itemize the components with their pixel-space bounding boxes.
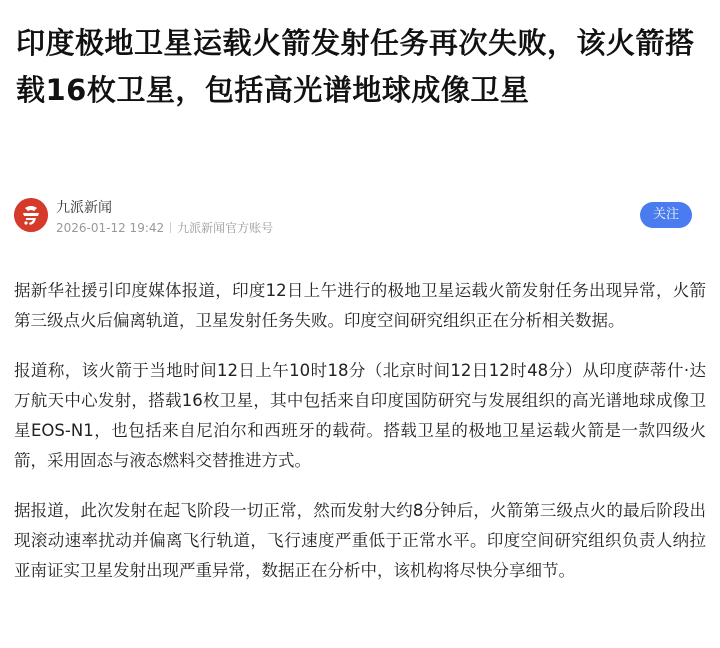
jiupai-logo-icon (14, 198, 48, 232)
article-title: 印度极地卫星运载火箭发射任务再次失败，该火箭搭载16枚卫星，包括高光谱地球成像卫星 (16, 26, 695, 107)
author-name[interactable]: 九派新闻 (56, 200, 112, 216)
article-paragraph: 报道称，该火箭于当地时间12日上午10时18分（北京时间12日12时48分）从印度萨蒂什·达万航天中心发射，搭载16枚卫星，其中包括来自印度国防研究与发展组织的高光谱地球成像卫星EOS-N1，也包括来自尼泊尔和西班牙的载荷。搭载卫星的极地卫星运载火箭是一款四级火箭，采用固态与液态燃料交替推进方式。 (14, 361, 706, 470)
account-type: 九派新闻官方账号 (177, 221, 274, 235)
author-avatar[interactable] (14, 198, 48, 232)
article-body (14, 276, 706, 606)
publish-time: 2026-01-12 19:42 (56, 221, 165, 235)
author-bar (14, 196, 706, 240)
meta-divider (170, 222, 171, 233)
article-paragraph: 据新华社援引印度媒体报道，印度12日上午进行的极地卫星运载火箭发射任务出现异常，火箭第三级点火后偏离轨道，卫星发射任务失败。印度空间研究组织正在分析相关数据。 (14, 281, 706, 330)
article-meta (56, 220, 273, 236)
article-paragraph: 据报道，此次发射在起飞阶段一切正常，然而发射大约8分钟后，火箭第三级点火的最后阶段出现滚动速率扰动并偏离飞行轨道，飞行速度严重低于正常水平。印度空间研究组织负责人纳拉亚南证实卫星发射出现严重异常，数据正在分析中，该机构将尽快分享细节。 (14, 501, 706, 580)
follow-button[interactable]: 关注 (640, 202, 692, 228)
